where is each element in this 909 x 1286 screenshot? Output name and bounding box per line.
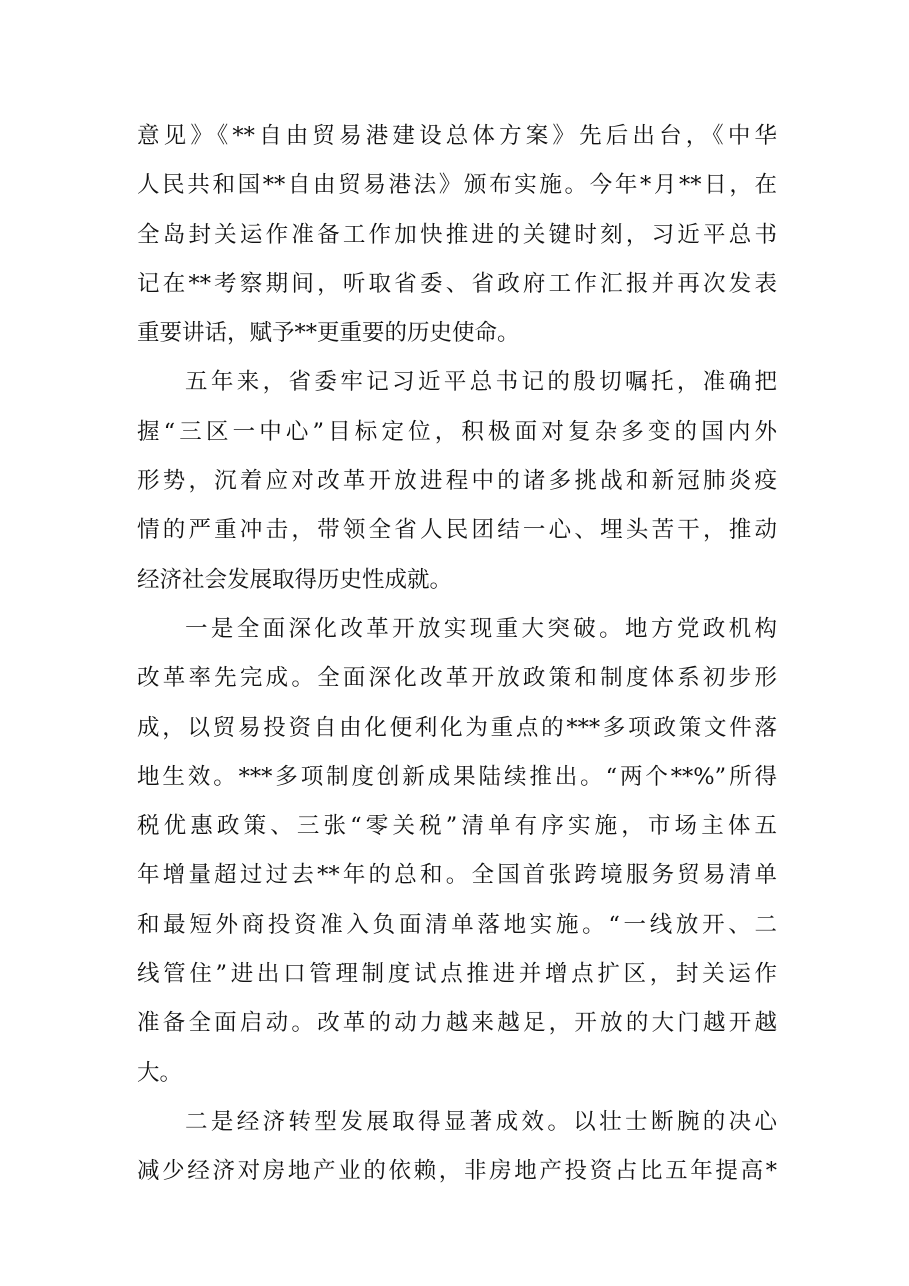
- text-line: 情的严重冲击，带领全省人民团结一心、埋头苦干，推动: [137, 517, 777, 544]
- paragraph-1: [137, 112, 777, 358]
- text-line: 税优惠政策、三张“零关税”清单有序实施，市场主体五: [137, 813, 777, 840]
- document-body: [137, 112, 777, 1197]
- text-line: 全岛封关运作准备工作加快推进的关键时刻，习近平总书: [137, 221, 777, 248]
- text-line: 减少经济对房地产业的依赖，非房地产投资占比五年提高*: [137, 1158, 777, 1185]
- paragraph-2: [137, 358, 777, 604]
- text-line: 握“三区一中心”目标定位，积极面对复杂多变的国内外: [137, 418, 777, 445]
- text-line: 二是经济转型发展取得显著成效。以壮士断腕的决心: [185, 1108, 777, 1135]
- text-line: 成，以贸易投资自由化便利化为重点的***多项政策文件落: [137, 714, 777, 741]
- text-line: 线管住”进出口管理制度试点推进并增点扩区，封关运作: [137, 961, 777, 988]
- text-line: 重要讲话，赋予**更重要的历史使命。: [137, 320, 520, 347]
- text-line: 人民共和国**自由贸易港法》颁布实施。今年*月**日，在: [137, 172, 777, 199]
- text-line: 年增量超过过去**年的总和。全国首张跨境服务贸易清单: [137, 862, 777, 889]
- text-line: 经济社会发展取得历史性成就。: [137, 566, 453, 593]
- text-line: 改革率先完成。全面深化改革开放政策和制度体系初步形: [137, 665, 777, 692]
- text-line: 意见》《**自由贸易港建设总体方案》先后出台，《中华: [137, 123, 777, 149]
- text-line: 形势，沉着应对改革开放进程中的诸多挑战和新冠肺炎疫: [137, 468, 777, 495]
- paragraph-3: [137, 605, 777, 1098]
- text-line: 准备全面启动。改革的动力越来越足，开放的大门越开越: [137, 1010, 777, 1037]
- text-line: 记在**考察期间，听取省委、省政府工作汇报并再次发表: [137, 270, 777, 297]
- text-line: 地生效。***多项制度创新成果陆续推出。“两个**%”所得: [137, 763, 777, 790]
- paragraph-4: [137, 1098, 777, 1197]
- text-line: 和最短外商投资准入负面清单落地实施。“一线放开、二: [137, 911, 777, 938]
- text-line: 一是全面深化改革开放实现重大突破。地方党政机构: [185, 615, 777, 642]
- text-line: 五年来，省委牢记习近平总书记的殷切嘱托，准确把: [185, 369, 777, 396]
- text-line: 大。: [137, 1059, 183, 1086]
